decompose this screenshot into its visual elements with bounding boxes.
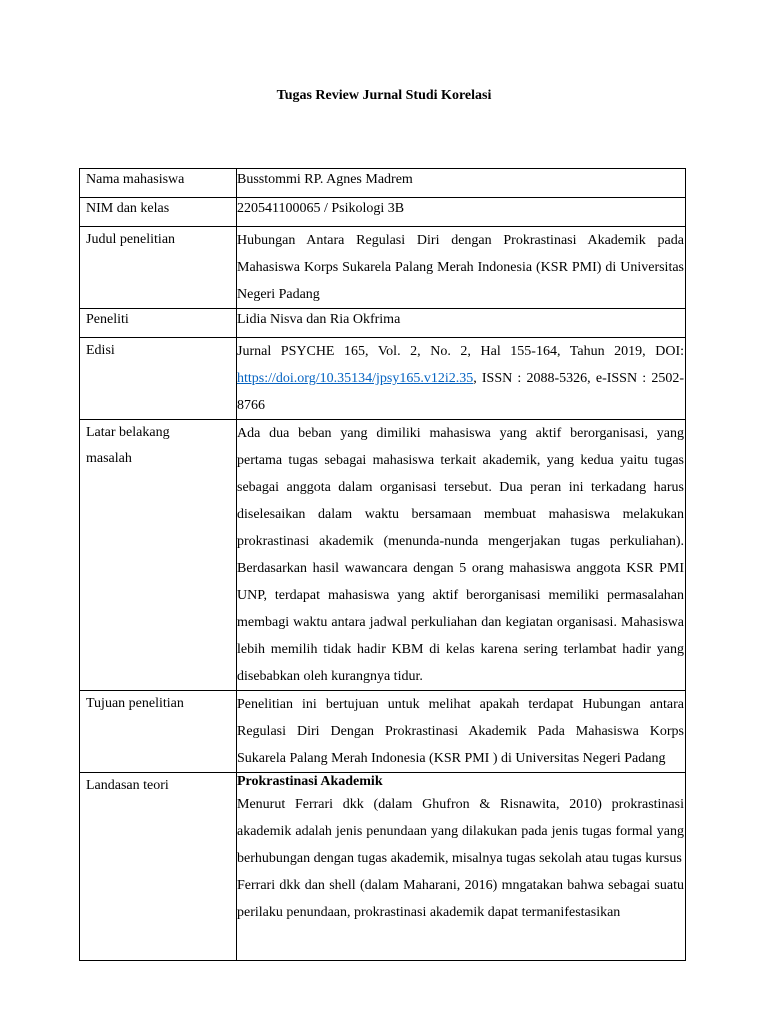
table-row-nama <box>80 169 686 198</box>
row-value-latar <box>237 420 686 691</box>
latar-label-line1: Latar belakang <box>86 425 170 440</box>
row-label-peneliti: Peneliti <box>80 309 237 338</box>
row-value-peneliti: Lidia Nisva dan Ria Okfrima <box>237 309 686 338</box>
edisi-text-before: Jurnal PSYCHE 165, Vol. 2, No. 2, Hal 155-164, Tahun 2019, DOI: <box>237 344 684 359</box>
tujuan-text: Penelitian ini bertujuan untuk melihat apakah terdapat Hubungan antara Regulasi Diri Dengan Prokrastinasi Akademik Pada Mahasiswa Korps Sukarela Palang Merah Indonesia (KSR PMI ) di Universitas Negeri Padang <box>237 697 684 766</box>
edisi-text <box>237 338 685 419</box>
row-label-nama: Nama mahasiswa <box>80 169 237 198</box>
table-row-landasan <box>80 773 686 961</box>
row-label-latar <box>80 420 237 691</box>
row-label-landasan: Landasan teori <box>80 773 237 961</box>
table-row-edisi <box>80 338 686 420</box>
landasan-paragraph-2: Ferrari dkk dan shell (dalam Maharani, 2016) mngatakan bahwa sebagai suatu perilaku penundaan, prokrastinasi akademik dapat termanifestasikan <box>237 878 684 920</box>
row-value-tujuan <box>237 691 686 773</box>
review-table <box>79 168 686 961</box>
table-row-peneliti <box>80 309 686 338</box>
row-value-nim: 220541100065 / Psikologi 3B <box>237 198 686 227</box>
table-row-judul <box>80 227 686 309</box>
page-title: Tugas Review Jurnal Studi Korelasi <box>276 88 492 103</box>
latar-label-line2: masalah <box>86 451 132 466</box>
row-label-judul: Judul penelitian <box>80 227 237 309</box>
row-value-nama: Busstommi RP. Agnes Madrem <box>237 169 686 198</box>
judul-text: Hubungan Antara Regulasi Diri dengan Prokrastinasi Akademik pada Mahasiswa Korps Sukarela Palang Merah Indonesia (KSR PMI) di Universitas Negeri Padang <box>237 233 684 302</box>
latar-text: Ada dua beban yang dimiliki mahasiswa yang aktif berorganisasi, yang pertama tugas sebagai mahasiswa terkait akademik, yang kedua yaitu tugas sebagai anggota dalam organisasi tersebut. Dua peran ini terkadang harus diselesaikan dalam waktu bersamaan membuat mahasiswa melakukan prokrastinasi akademik (menunda-nunda mengerjakan tugas perkuliahan). Berdasarkan hasil wawancara dengan 5 orang mahasiswa anggota KSR PMI UNP, terdapat mahasiswa yang aktif berorganisasi memiliki permasalahan membagi waktu antara jadwal perkuliahan dan kegiatan organisasi. Mahasiswa lebih memilih tidak hadir KBM di kelas karena sering terlambat hadir yang disebabkan oleh kurangnya tidur. <box>237 426 684 684</box>
landasan-paragraph-1: Menurut Ferrari dkk (dalam Ghufron & Risnawita, 2010) prokrastinasi akademik adalah jenis penundaan yang dilakukan pada jenis tugas formal yang berhubungan dengan tugas akademik, misalnya tugas sekolah atau tugas kursus <box>237 797 684 866</box>
row-value-judul <box>237 227 686 309</box>
edisi-text-after: , ISSN : 2088-5326, e-ISSN : 2502-8766 <box>237 371 684 413</box>
landasan-subheading: Prokrastinasi Akademik <box>237 774 383 789</box>
row-value-edisi <box>237 338 686 420</box>
row-label-edisi: Edisi <box>80 338 237 420</box>
doi-link[interactable]: https://doi.org/10.35134/jpsy165.v12i2.35 <box>237 371 474 386</box>
row-label-nim: NIM dan kelas <box>80 198 237 227</box>
table-row-latar <box>80 420 686 691</box>
row-value-landasan <box>237 773 686 961</box>
table-row-tujuan <box>80 691 686 773</box>
table-row-nim <box>80 198 686 227</box>
row-label-tujuan: Tujuan penelitian <box>80 691 237 773</box>
